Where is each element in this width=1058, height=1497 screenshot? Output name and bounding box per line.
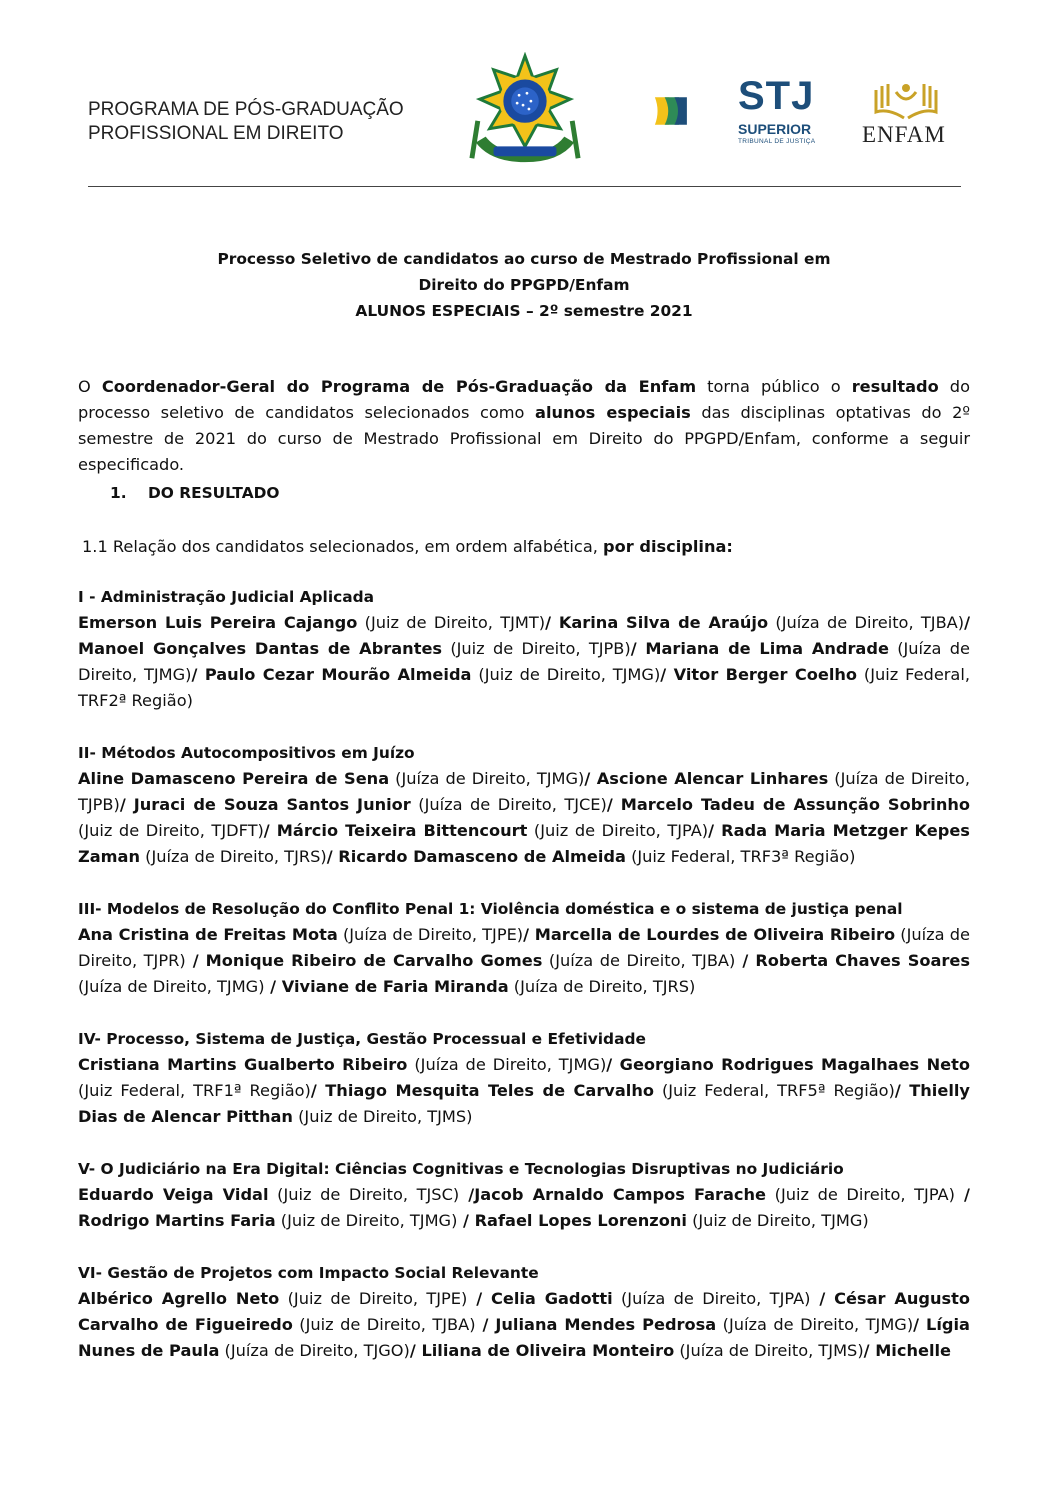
candidate-separator: /: [913, 1315, 927, 1334]
candidate-name: Thielly Dias de Alencar Pitthan: [78, 1081, 970, 1126]
candidate-separator: /: [185, 951, 206, 970]
candidate-name: Vitor Berger Coelho: [673, 665, 858, 684]
discipline-block: [78, 584, 970, 714]
candidate-role: (Juíza de Direito, TJPA): [612, 1289, 811, 1308]
candidate-role: (Juíza de Direito, TJMG): [78, 977, 265, 996]
candidate-role: (Juíza de Direito, TJBA): [768, 613, 965, 632]
candidate-role: (Juiz de Direito, TJMG): [275, 1211, 458, 1230]
section-1-number: 1.: [110, 484, 127, 502]
intro-text-2: torna público o: [696, 377, 852, 396]
header-divider: [88, 186, 961, 187]
candidate-separator: /: [964, 613, 970, 632]
candidate-name: Rada Maria Metzger Kepes Zaman: [78, 821, 970, 866]
candidate-separator: /: [264, 977, 282, 996]
candidate-role: (Juíza de Direito, TJBA): [542, 951, 736, 970]
candidate-separator: /: [735, 951, 756, 970]
discipline-block: [78, 1026, 970, 1130]
candidate-name: Michelle: [875, 1341, 952, 1360]
subsection-bold: por disciplina:: [603, 537, 733, 556]
candidate-separator: /: [863, 1341, 876, 1360]
title-line-2: Direito do PPGPD/Enfam: [418, 276, 630, 294]
candidate-role: (Juiz de Direito, TJMT): [357, 613, 546, 632]
discipline-title: II- Métodos Autocompositivos em Juízo: [78, 744, 415, 762]
discipline-candidates: [78, 1286, 970, 1364]
candidate-role: (Juíza de Direito, TJGO): [219, 1341, 410, 1360]
candidate-name: Karina Silva de Araújo: [558, 613, 769, 632]
stj-logo-icon: [654, 76, 734, 146]
candidate-role: (Juiz de Direito, TJBA): [292, 1315, 476, 1334]
candidate-name: Ricardo Damasceno de Almeida: [338, 847, 626, 866]
stj-logo-text: STJ: [738, 74, 815, 118]
candidate-role: (Juíza de Direito, TJRS): [139, 847, 327, 866]
candidate-separator: /: [409, 1341, 422, 1360]
candidate-separator: /: [584, 769, 597, 788]
candidate-role: (Juiz de Direito, TJMS): [292, 1107, 473, 1126]
candidate-role: (Juíza de Direito, TJMG): [407, 1055, 607, 1074]
intro-bold-2: resultado: [851, 377, 939, 396]
candidate-separator: /: [545, 613, 559, 632]
candidate-role: (Juíza de Direito, TJMG): [716, 1315, 914, 1334]
candidate-role: (Juíza de Direito, TJPE): [337, 925, 524, 944]
candidate-role: (Juiz Federal, TRF1ª Região): [78, 1081, 311, 1100]
candidate-role: (Juiz de Direito, TJSC): [268, 1185, 460, 1204]
enfam-logo-text: ENFAM: [862, 122, 946, 147]
candidate-role: (Juiz de Direito, TJPB): [442, 639, 631, 658]
candidate-name: Rafael Lopes Lorenzoni: [474, 1211, 687, 1230]
discipline-block: [78, 1260, 970, 1364]
stj-tribunal-text: TRIBUNAL DE JUSTIÇA: [738, 138, 816, 145]
candidate-name: Juliana Mendes Pedrosa: [495, 1315, 717, 1334]
candidate-separator: /: [708, 821, 722, 840]
intro-paragraph: [78, 374, 970, 478]
candidate-name: Paulo Cezar Mourão Almeida: [204, 665, 472, 684]
program-line-2: PROFISSIONAL EM DIREITO: [88, 123, 344, 144]
candidate-separator: /: [310, 1081, 326, 1100]
candidate-name: Eduardo Veiga Vidal: [78, 1185, 269, 1204]
candidate-name: Roberta Chaves Soares: [755, 951, 970, 970]
candidate-name: Thiago Mesquita Teles de Carvalho: [325, 1081, 654, 1100]
candidate-name: Viviane de Faria Miranda: [281, 977, 509, 996]
brazil-coat-of-arms-icon: [466, 52, 584, 170]
candidate-role: (Juiz de Direito, TJMG): [471, 665, 661, 684]
candidate-separator: /: [954, 1185, 970, 1204]
candidate-name: Marcelo Tadeu de Assunção Sobrinho: [620, 795, 970, 814]
candidate-name: Georgiano Rodrigues Magalhaes Neto: [619, 1055, 971, 1074]
candidate-separator: /: [810, 1289, 835, 1308]
candidate-name: Lígia Nunes de Paula: [78, 1315, 970, 1360]
intro-text-1: O: [78, 377, 102, 396]
intro-text-3: do processo seletivo de candidatos selecionados como: [78, 377, 970, 422]
discipline-title: III- Modelos de Resolução do Conflito Penal 1: Violência doméstica e o sistema de justiça penal: [78, 900, 903, 918]
candidate-role: (Juiz Federal, TRF2ª Região): [78, 665, 970, 710]
discipline-block: [78, 896, 970, 1000]
candidate-separator: /: [475, 1315, 496, 1334]
candidate-role: (Juíza de Direito, TJPB): [78, 769, 970, 814]
title-line-3: ALUNOS ESPECIAIS – 2º semestre 2021: [355, 302, 693, 320]
candidate-role: (Juíza de Direito, TJPR): [78, 925, 970, 970]
discipline-title: V- O Judiciário na Era Digital: Ciências Cognitivas e Tecnologias Disruptivas no Judiciário: [78, 1160, 844, 1178]
candidate-separator: /: [894, 1081, 910, 1100]
discipline-candidates: [78, 1052, 970, 1130]
intro-text-4: das disciplinas optativas do 2º semestre de 2021 do curso de Mestrado Profissional em Direito do PPGPD/Enfam, conforme a seguir especificado.: [78, 403, 971, 474]
document-title: [78, 246, 970, 324]
section-1-heading: [110, 480, 280, 506]
candidate-name: Mariana de Lima Andrade: [645, 639, 889, 658]
candidate-separator: /: [326, 847, 339, 866]
discipline-candidates: [78, 922, 970, 1000]
candidate-name: Emerson Luis Pereira Cajango: [78, 613, 358, 632]
candidate-name: Márcio Teixeira Bittencourt: [276, 821, 528, 840]
discipline-candidates: [78, 1182, 970, 1234]
discipline-title: IV- Processo, Sistema de Justiça, Gestão Processual e Efetividade: [78, 1030, 646, 1048]
subsection-1-1: [82, 534, 733, 560]
discipline-candidates: [78, 766, 970, 870]
candidate-role: (Juiz Federal, TRF5ª Região): [653, 1081, 895, 1100]
candidate-name: Rodrigo Martins Faria: [78, 1211, 276, 1230]
candidate-name: Jacob Arnaldo Campos Farache: [474, 1185, 767, 1204]
discipline-candidates: [78, 610, 970, 714]
candidate-name: Monique Ribeiro de Carvalho Gomes: [205, 951, 543, 970]
candidate-role: (Juiz de Direito, TJPA): [527, 821, 709, 840]
candidate-name: Cristiana Martins Gualberto Ribeiro: [78, 1055, 408, 1074]
candidate-role: (Juíza de Direito, TJCE): [410, 795, 607, 814]
candidate-role: (Juiz Federal, TRF3ª Região): [625, 847, 856, 866]
candidate-name: Manoel Gonçalves Dantas de Abrantes: [78, 639, 443, 658]
candidate-role: (Juíza de Direito, TJMS): [674, 1341, 864, 1360]
candidate-separator: /: [660, 665, 674, 684]
candidate-role: (Juíza de Direito, TJMG): [389, 769, 585, 788]
candidate-role: (Juiz de Direito, TJDFT): [78, 821, 264, 840]
candidate-separator: /: [606, 795, 621, 814]
discipline-title: I - Administração Judicial Aplicada: [78, 588, 375, 606]
candidate-role: (Juíza de Direito, TJMG): [78, 639, 970, 684]
candidate-role: (Juiz de Direito, TJMG): [686, 1211, 869, 1230]
candidate-name: César Augusto Carvalho de Figueiredo: [78, 1289, 970, 1334]
section-1-title: DO RESULTADO: [148, 484, 280, 502]
candidate-name: Liliana de Oliveira Monteiro: [421, 1341, 675, 1360]
intro-bold-3: alunos especiais: [535, 403, 691, 422]
candidate-name: Juraci de Souza Santos Junior: [133, 795, 411, 814]
candidate-separator: /: [467, 1289, 491, 1308]
candidate-separator: /: [119, 795, 134, 814]
subsection-text: 1.1 Relação dos candidatos selecionados, em ordem alfabética,: [82, 537, 604, 556]
candidate-name: Ascione Alencar Linhares: [596, 769, 829, 788]
title-line-1: Processo Seletivo de candidatos ao curso de Mestrado Profissional em: [217, 250, 831, 268]
stj-superior-text: SUPERIOR: [738, 121, 812, 137]
candidate-name: Albérico Agrello Neto: [78, 1289, 280, 1308]
candidate-role: (Juíza de Direito, TJRS): [508, 977, 696, 996]
candidate-role: (Juiz de Direito, TJPA): [766, 1185, 955, 1204]
candidate-separator: /: [263, 821, 277, 840]
program-header: [88, 98, 404, 146]
candidate-name: Marcella de Lourdes de Oliveira Ribeiro: [534, 925, 896, 944]
candidate-separator: /: [630, 639, 646, 658]
program-line-1: PROGRAMA DE PÓS-GRADUAÇÃO: [88, 99, 404, 120]
candidate-separator: /: [523, 925, 535, 944]
discipline-block: [78, 1156, 970, 1234]
candidate-name: Ana Cristina de Freitas Mota: [78, 925, 338, 944]
discipline-block: [78, 740, 970, 870]
candidate-role: (Juiz de Direito, TJPE): [279, 1289, 468, 1308]
intro-bold-1: Coordenador-Geral do Programa de Pós-Graduação da Enfam: [101, 377, 697, 396]
candidate-name: Aline Damasceno Pereira de Sena: [78, 769, 390, 788]
candidate-separator: /: [606, 1055, 620, 1074]
candidate-separator: /: [191, 665, 205, 684]
candidate-name: Celia Gadotti: [490, 1289, 613, 1308]
candidate-separator: /: [459, 1185, 475, 1204]
discipline-title: VI- Gestão de Projetos com Impacto Social Relevante: [78, 1264, 539, 1282]
candidate-separator: /: [457, 1211, 475, 1230]
